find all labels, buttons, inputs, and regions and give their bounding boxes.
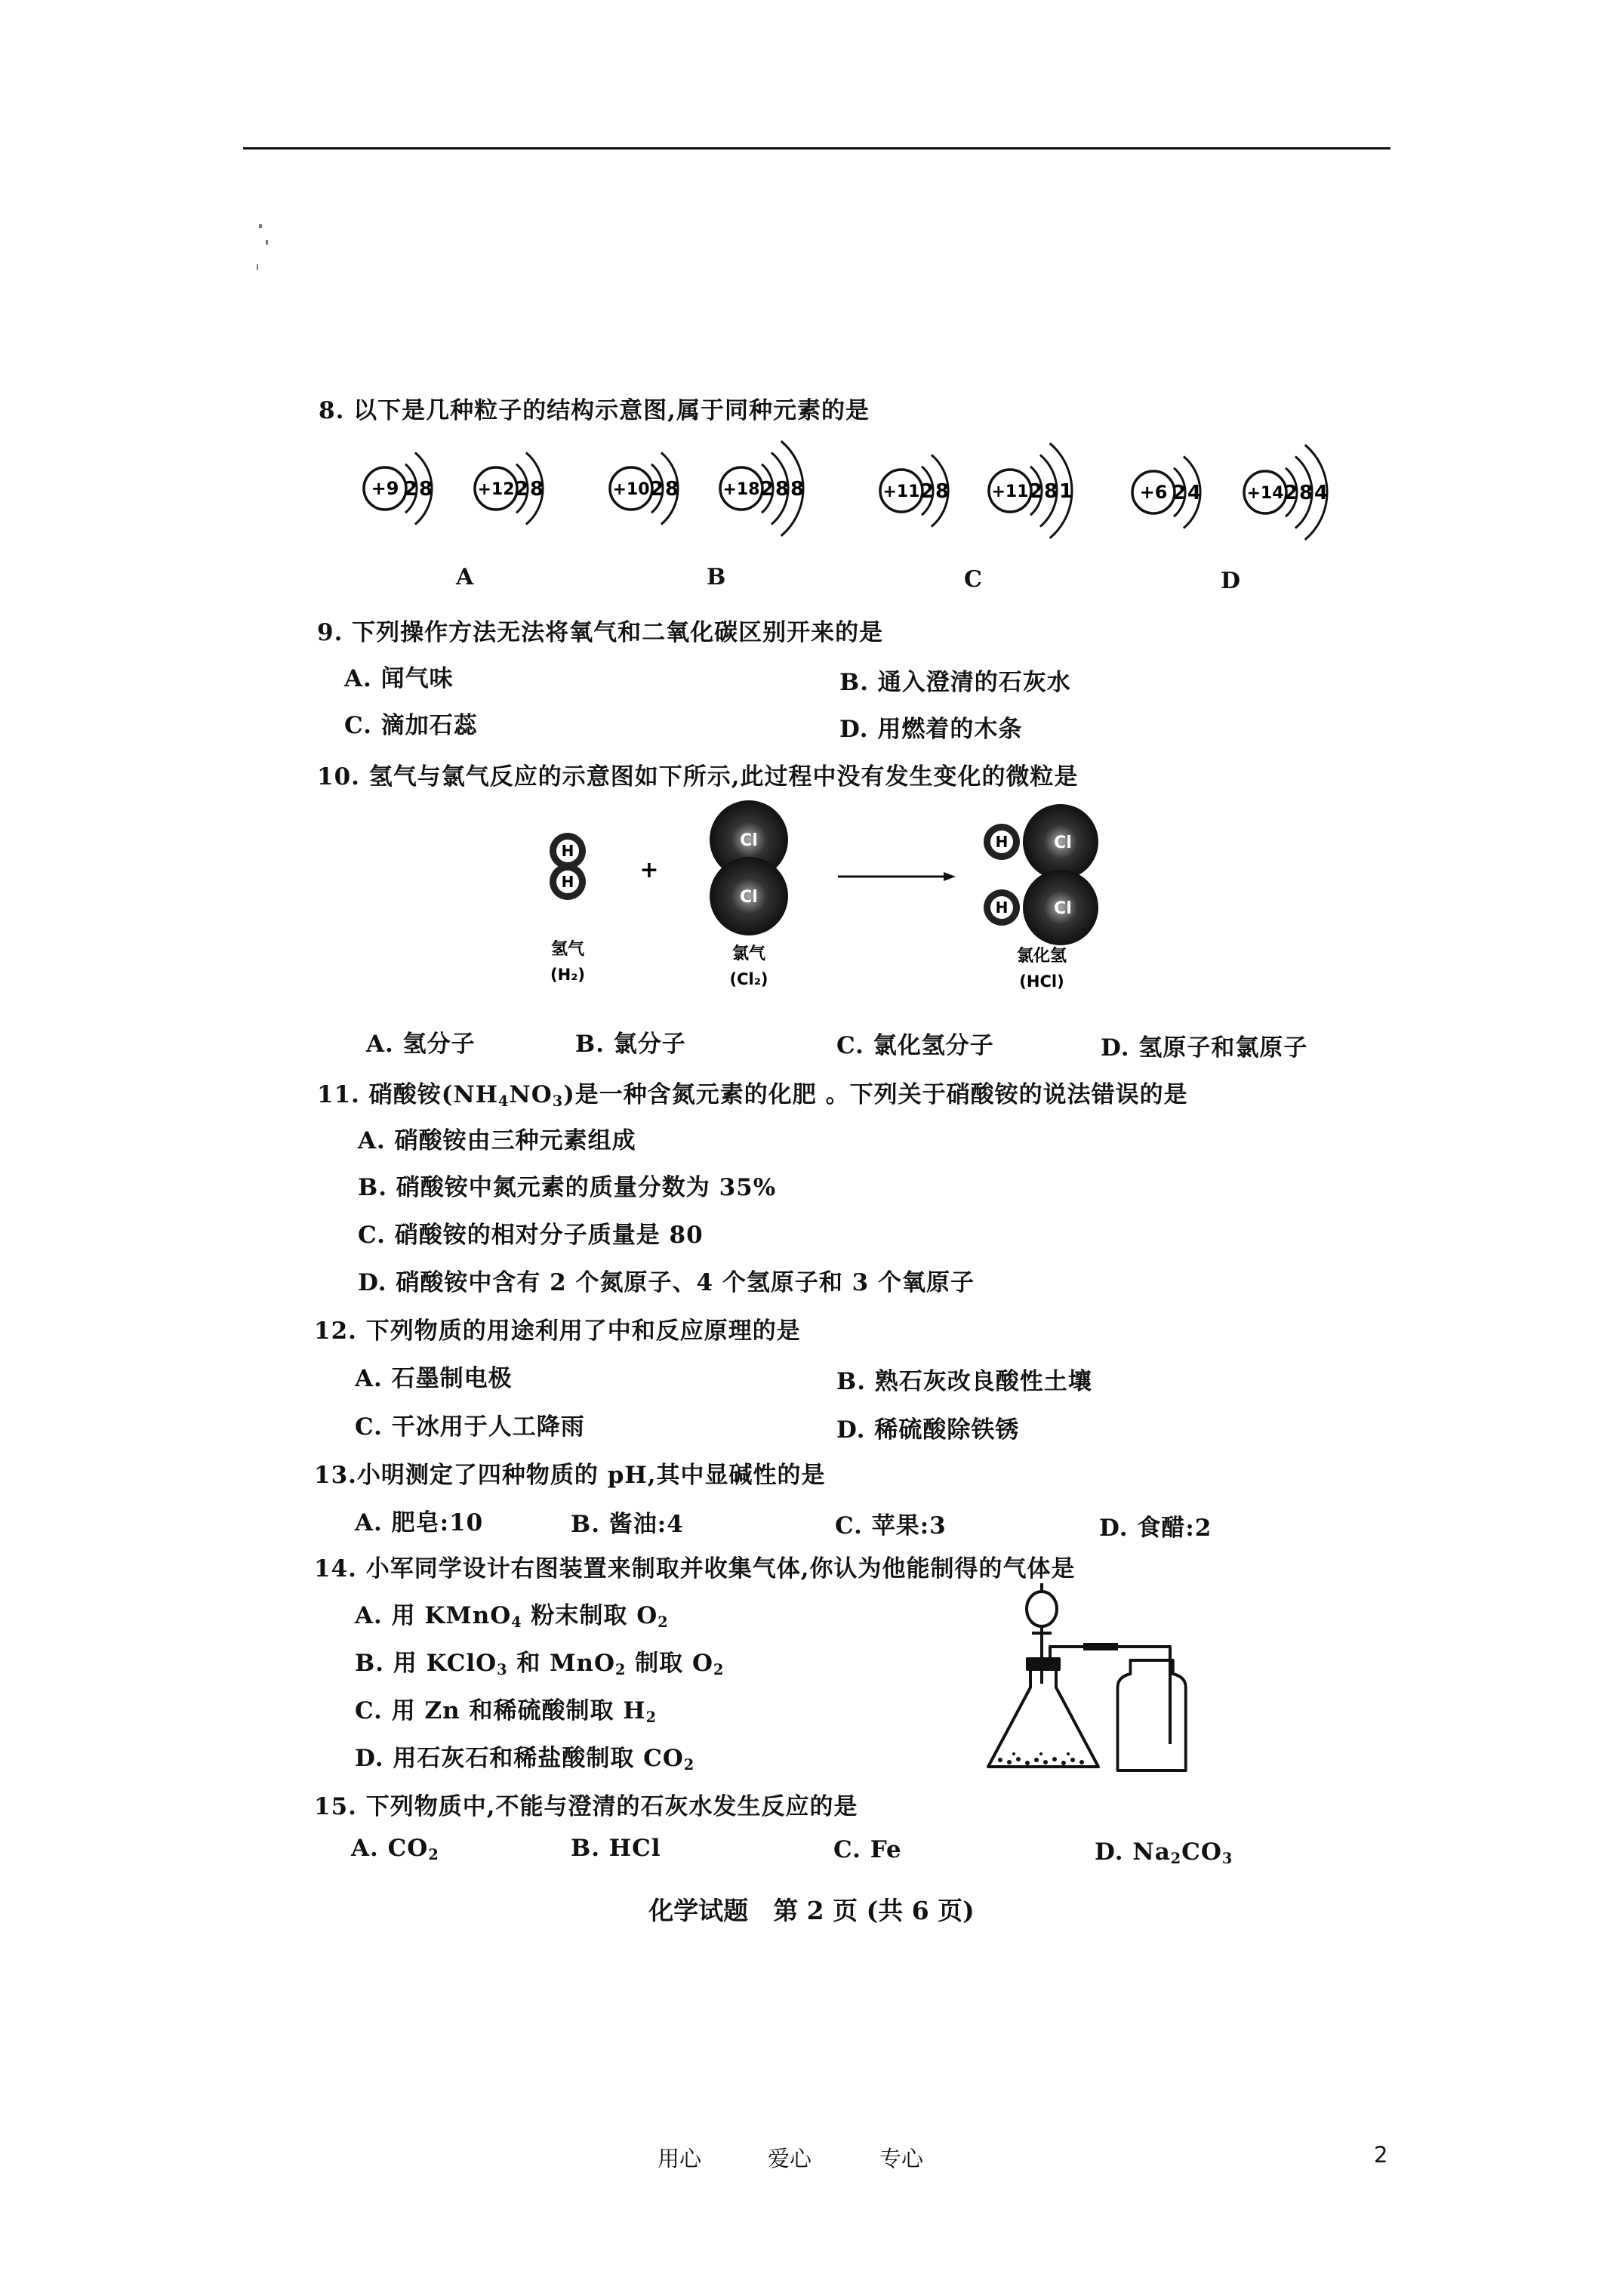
electron-count: 8 xyxy=(664,478,679,501)
electron-count: 8 xyxy=(775,478,790,501)
scan-speck xyxy=(257,264,258,270)
atom-diagram xyxy=(989,443,1073,538)
h2-molecule xyxy=(550,833,586,900)
atom-diagram xyxy=(610,453,679,525)
svg-text:Cl: Cl xyxy=(1054,899,1072,918)
q14-option-d: D. 用石灰石和稀盐酸制取 $CO_2$ xyxy=(355,1745,695,1774)
question-14-stem: 14. 小军同学设计右图装置来制取并收集气体,你认为他能制得的气体是 xyxy=(314,1555,1076,1583)
gas-generation-apparatus xyxy=(978,1582,1196,1778)
q11-option-c: C. 硝酸铵的相对分子质量是 80 xyxy=(358,1222,704,1249)
nucleus-charge: +12 xyxy=(477,480,515,499)
electron-count: 2 xyxy=(1028,480,1043,503)
q13-option-d: D. 食醋:2 xyxy=(1099,1515,1212,1542)
hcl-name: 氯化氢 xyxy=(1016,947,1067,966)
atom-diagram xyxy=(1132,457,1201,529)
reaction-arrow xyxy=(838,872,956,881)
q10-option-a: A. 氢分子 xyxy=(366,1031,476,1058)
cl2-name: 氯气 xyxy=(731,945,766,963)
electron-count: 2 xyxy=(514,478,529,501)
electron-count: 2 xyxy=(649,478,664,501)
nucleus-charge: +9 xyxy=(371,478,399,499)
question-13-stem: 13.小明测定了四种物质的 pH,其中显碱性的是 xyxy=(314,1462,826,1489)
electron-count: 2 xyxy=(1283,482,1298,504)
q12-option-b: B. 熟石灰改良酸性土壤 xyxy=(836,1368,1092,1395)
h2-formula: (H₂) xyxy=(550,966,585,984)
q15-option-d: D. $Na_2CO_3$ xyxy=(1095,1838,1233,1867)
nucleus-charge: +14 xyxy=(1246,484,1284,503)
svg-text:Cl: Cl xyxy=(740,831,758,850)
q13-option-b: B. 酱油:4 xyxy=(571,1511,684,1538)
electron-count: 2 xyxy=(403,478,418,501)
question-9-stem: 9. 下列操作方法无法将氧气和二氧化碳区别开来的是 xyxy=(317,619,884,646)
atom-diagram xyxy=(1244,445,1328,540)
electron-count: 4 xyxy=(1187,482,1202,504)
svg-text:Cl: Cl xyxy=(1054,834,1072,852)
scan-speck xyxy=(266,240,268,245)
footer-word-3: 专心 xyxy=(879,2146,924,2171)
q8-label-d: D xyxy=(1221,568,1241,594)
q8-label-b: B xyxy=(707,564,726,590)
nucleus-charge: +6 xyxy=(1139,482,1168,503)
electron-count: 8 xyxy=(790,478,805,501)
hcl-formula: (HCl) xyxy=(1019,972,1064,991)
electron-count: 2 xyxy=(1172,482,1187,504)
atom-diagram xyxy=(475,453,544,525)
hcl-molecule-1 xyxy=(984,804,1098,880)
atom-diagram-set xyxy=(364,441,1328,540)
nucleus-charge: +11 xyxy=(882,482,920,501)
svg-text:H: H xyxy=(561,842,574,860)
electron-count: 4 xyxy=(1313,482,1329,504)
footer-word-2: 爱心 xyxy=(768,2146,812,2171)
q9-option-a: A. 闻气味 xyxy=(344,665,454,692)
q12-option-a: A. 石墨制电极 xyxy=(355,1365,513,1392)
funnel-bulb xyxy=(1027,1592,1057,1626)
q14-option-c: C. 用 Zn 和稀硫酸制取 $H_2$ xyxy=(355,1697,657,1726)
nucleus-charge: +11 xyxy=(991,482,1029,501)
q8-label-c: C xyxy=(964,566,982,593)
q11-option-d: D. 硝酸铵中含有 2 个氮原子、4 个氢原子和 3 个氧原子 xyxy=(358,1269,975,1296)
q10-option-d: D. 氢原子和氯原子 xyxy=(1101,1034,1308,1062)
q9-option-c: C. 滴加石蕊 xyxy=(344,712,478,739)
q11-option-a: A. 硝酸铵由三种元素组成 xyxy=(358,1127,636,1154)
h2-cl2-reaction-diagram xyxy=(528,800,1132,1004)
electron-count: 2 xyxy=(919,480,935,503)
h2-name: 氢气 xyxy=(550,940,585,959)
q13-option-a: A. 肥皂:10 xyxy=(355,1509,484,1536)
page-number: 2 xyxy=(1374,2142,1388,2168)
question-12-stem: 12. 下列物质的用途利用了中和反应原理的是 xyxy=(314,1318,801,1345)
question-10-stem: 10. 氢气与氯气反应的示意图如下所示,此过程中没有发生变化的微粒是 xyxy=(317,763,1079,791)
flask-reagent xyxy=(998,1752,1084,1765)
atom-diagram xyxy=(720,441,804,536)
electron-count: 8 xyxy=(1298,482,1313,504)
atom-diagram xyxy=(880,455,949,527)
atom-diagram xyxy=(364,453,433,525)
q11-option-b: B. 硝酸铵中氮元素的质量分数为 35% xyxy=(358,1174,777,1201)
q15-option-b: B. HCl xyxy=(571,1835,661,1862)
electron-count: 8 xyxy=(1043,480,1058,503)
svg-text:H: H xyxy=(561,873,574,891)
cl2-formula: (Cl₂) xyxy=(729,970,768,988)
electron-count: 8 xyxy=(935,480,950,503)
svg-text:H: H xyxy=(995,833,1009,851)
nucleus-charge: +18 xyxy=(722,480,760,499)
scan-speck xyxy=(259,224,262,228)
header-rule xyxy=(243,147,1390,149)
footer-word-1: 用心 xyxy=(658,2146,702,2171)
q15-option-a: A. $CO_2$ xyxy=(351,1835,439,1863)
electron-count: 1 xyxy=(1058,480,1073,503)
q13-option-c: C. 苹果:3 xyxy=(835,1512,947,1539)
q9-option-b: B. 通入澄清的石灰水 xyxy=(839,669,1071,696)
q14-option-a: A. 用 KMnO$_4$ 粉末制取 $O_2$ xyxy=(355,1602,669,1631)
cl2-molecule xyxy=(710,800,788,935)
q15-option-c: C. Fe xyxy=(833,1836,902,1863)
q12-option-d: D. 稀硫酸除铁锈 xyxy=(836,1416,1020,1444)
svg-text:Cl: Cl xyxy=(740,888,758,907)
q9-option-d: D. 用燃着的木条 xyxy=(839,716,1023,743)
exam-page-title: 化学试题 第 2 页 (共 6 页) xyxy=(648,1896,975,1925)
q12-option-c: C. 干冰用于人工降雨 xyxy=(355,1413,585,1441)
q10-option-b: B. 氯分子 xyxy=(575,1031,686,1058)
collection-bottle xyxy=(1118,1660,1186,1771)
q10-option-c: C. 氯化氢分子 xyxy=(836,1032,994,1059)
q8-label-a: A xyxy=(456,564,474,590)
electron-count: 8 xyxy=(418,478,433,501)
plus-sign: + xyxy=(639,857,659,883)
question-15-stem: 15. 下列物质中,不能与澄清的石灰水发生反应的是 xyxy=(314,1793,858,1820)
question-8-stem: 8. 以下是几种粒子的结构示意图,属于同种元素的是 xyxy=(319,397,870,424)
q14-option-b: B. 用 KClO$_3$ 和 MnO$_2$ 制取 $O_2$ xyxy=(355,1650,725,1678)
flask-stopper xyxy=(1027,1659,1059,1669)
electron-count: 8 xyxy=(529,478,544,501)
atom-structure-diagrams xyxy=(362,427,1344,608)
question-11-stem: 11. 硝酸铵$(NH_4NO_3)$是一种含氮元素的化肥 。下列关于硝酸铵的说法错误的是 xyxy=(317,1081,1188,1110)
electron-count: 2 xyxy=(759,478,775,501)
nucleus-charge: +10 xyxy=(612,480,650,499)
hcl-molecule-2 xyxy=(984,870,1098,945)
svg-text:H: H xyxy=(995,898,1009,917)
